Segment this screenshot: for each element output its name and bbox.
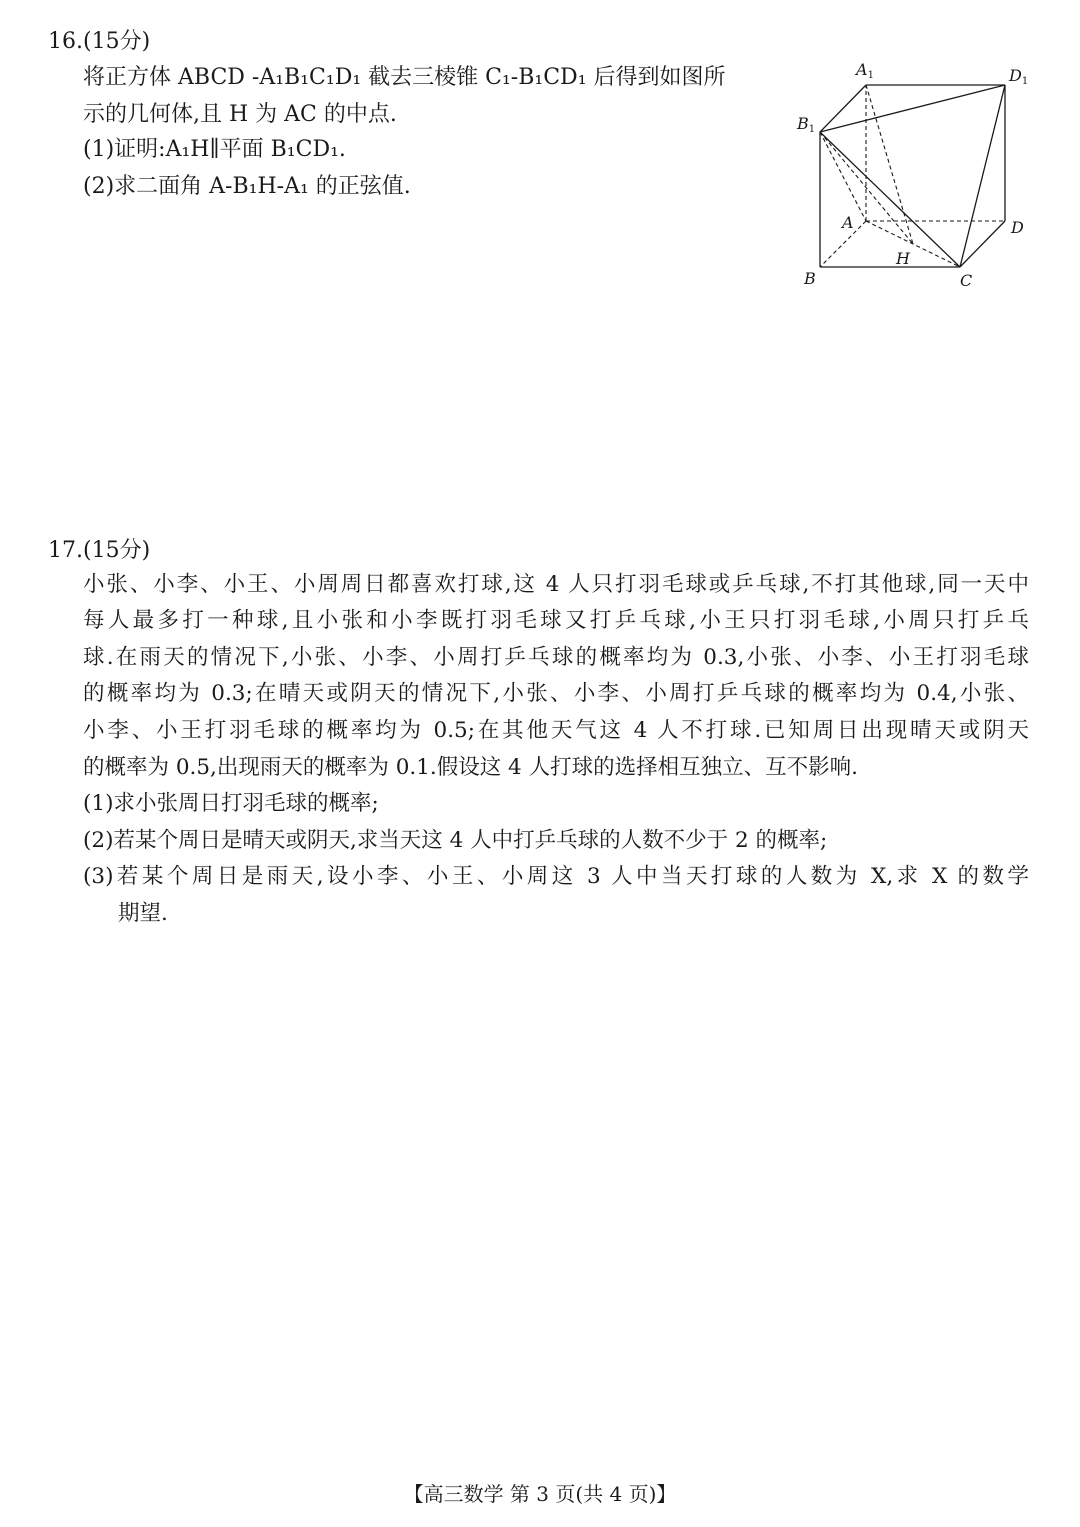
q16-stem-line-1: 将正方体 ABCD -A₁B₁C₁D₁ 截去三棱锥 C₁-B₁CD₁ 后得到如图所 xyxy=(83,65,726,90)
label-C: C xyxy=(960,271,973,290)
hidden-A1-H xyxy=(866,85,913,244)
q17-part-1: (1)求小张周日打羽毛球的概率; xyxy=(83,791,379,816)
label-A1: A1 xyxy=(856,60,874,81)
q17-header: 17.(15分) xyxy=(48,538,151,563)
hidden-B1-A xyxy=(820,132,866,221)
q17-stem-line-1: 小张、小李、小王、小周周日都喜欢打球,这 4 人只打羽毛球或乒乓球,不打其他球,同一天中 xyxy=(83,572,1029,597)
label-A: A xyxy=(842,213,854,232)
q17-part-3-line-1: (3)若某个周日是雨天,设小李、小王、小周这 3 人中当天打球的人数为 X,求 X 的数学 xyxy=(83,864,1029,889)
hidden-A-C xyxy=(866,221,960,267)
page-footer: 【高三数学 第 3 页(共 4 页)】 xyxy=(403,1482,677,1506)
q17-stem-line-5: 小李、小王打羽毛球的概率均为 0.5;在其他天气这 4 人不打球.已知周日出现晴天或阴天 xyxy=(83,718,1029,743)
label-D1: D1 xyxy=(1009,66,1029,87)
label-H: H xyxy=(896,249,910,268)
q16-part-2: (2)求二面角 A-B₁H-A₁ 的正弦值. xyxy=(83,174,411,199)
q16-part-1: (1)证明:A₁H∥平面 B₁CD₁. xyxy=(83,137,346,162)
q17-stem-line-2: 每人最多打一种球,且小张和小李既打羽毛球又打乒乓球,小王只打羽毛球,小周只打乒乓 xyxy=(83,608,1029,633)
q16-header: 16.(15分) xyxy=(48,29,151,54)
edge-C-D xyxy=(960,221,1005,267)
cube-geometry-figure xyxy=(790,55,1050,295)
label-B1: B1 xyxy=(797,114,816,135)
q17-part-3-line-2: 期望. xyxy=(118,901,168,926)
q17-part-2: (2)若某个周日是晴天或阴天,求当天这 4 人中打乒乓球的人数不少于 2 的概率; xyxy=(83,828,828,853)
q16-stem-line-2: 示的几何体,且 H 为 AC 的中点. xyxy=(83,102,397,127)
q17-stem-line-3: 球.在雨天的情况下,小张、小李、小周打乒乓球的概率均为 0.3,小张、小李、小王打羽毛球 xyxy=(83,645,1029,670)
edge-B1-A1 xyxy=(820,85,866,132)
q17-stem-line-4: 的概率均为 0.3;在晴天或阴天的情况下,小张、小李、小周打乒乓球的概率均为 0.4,小张、 xyxy=(83,681,1029,706)
q17-stem-line-6: 的概率为 0.5,出现雨天的概率为 0.1.假设这 4 人打球的选择相互独立、互不影响. xyxy=(83,755,858,780)
edge-D1-C xyxy=(960,85,1005,267)
label-D: D xyxy=(1011,218,1024,237)
label-B: B xyxy=(804,269,816,288)
edge-B1-D1 xyxy=(820,85,1005,132)
